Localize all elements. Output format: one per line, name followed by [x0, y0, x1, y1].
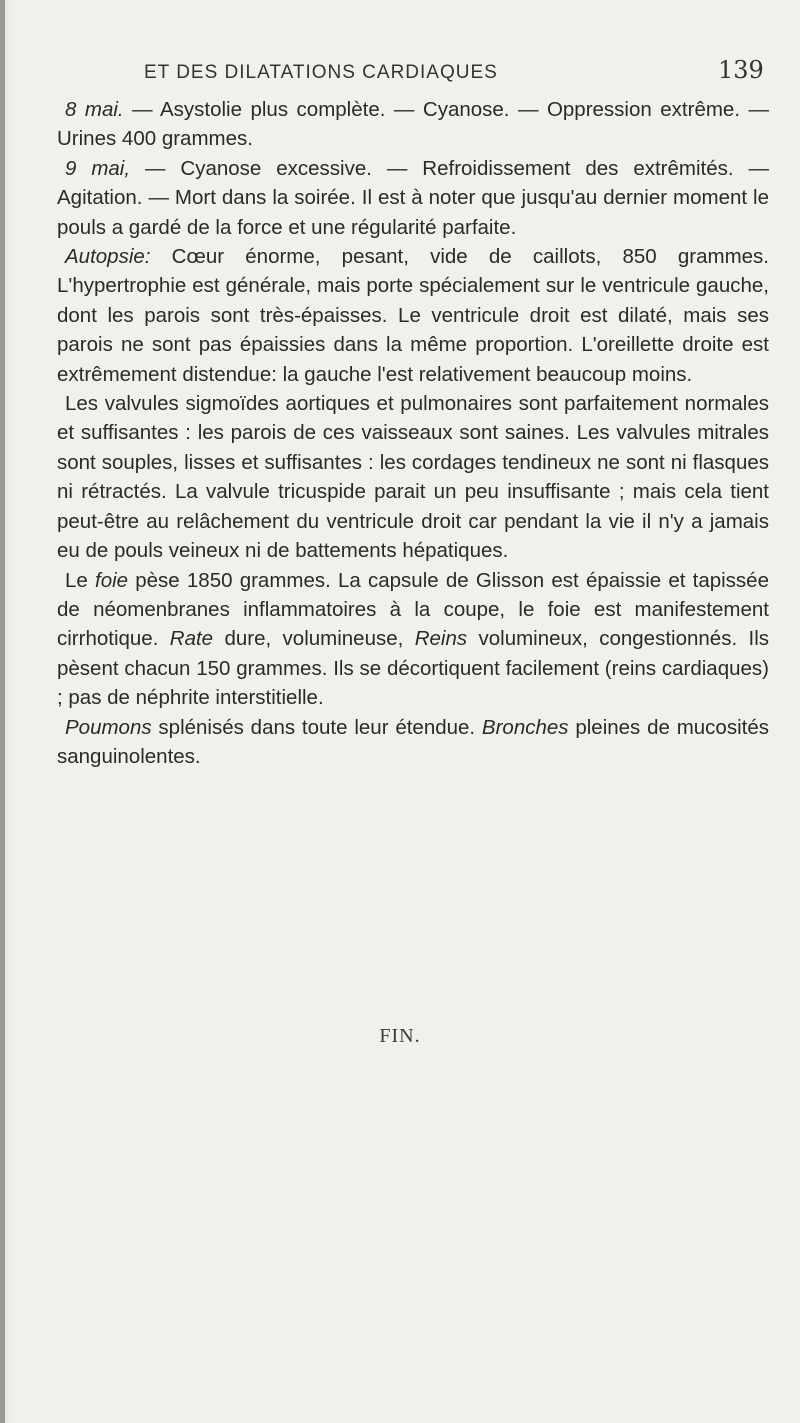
term-reins: Reins	[414, 627, 468, 651]
page-body	[57, 95, 769, 771]
paragraph-date: 8 mai.	[65, 98, 124, 121]
paragraph-text: Cœur énorme, pesant, vide de caillots, 850 grammes. L'hypertrophie est générale, mais porte spécialement sur le ventricule gauche, dont les parois sont très-épaisses. Le ventricule droit est dilaté, mais ses parois ne sont pas épaissies dans la même proportion. L'oreillette droite est extrêmement distendue: la gauche l'est relativement beaucoup moins.	[57, 245, 769, 386]
running-header	[0, 56, 800, 90]
text-run: Le	[65, 568, 95, 592]
paragraph-date: 9 mai,	[65, 156, 131, 180]
running-title: ET DES DILATATIONS CARDIAQUES	[144, 62, 498, 83]
text-run: dure, volumineuse,	[213, 627, 415, 651]
paragraph-8-mai	[57, 95, 769, 154]
paragraph-foie	[57, 566, 769, 713]
text-run: splénisés dans toute leur étendue.	[151, 715, 482, 739]
text-run: volumineux, congestionnés. Ils pèsent chacun 150 grammes. Ils se décortiquent facilement (reins cardiaques) ; pas de néphrite interstitielle.	[57, 627, 769, 710]
term-poumons: Poumons	[65, 715, 152, 739]
colophon-fin: FIN.	[379, 1025, 421, 1047]
paragraph-text: — Asystolie plus complète. — Cyanose. — Oppression extrême. — Urines 400 grammes.	[57, 98, 770, 151]
paragraph-9-mai	[57, 154, 769, 242]
text-run: pèse 1850 grammes. La capsule de Glisson est épaissie et tapissée de néomenbranes inflammatoires à la coupe, le foie est manifestement cirrhotique.	[57, 568, 769, 651]
page-binding-edge	[0, 0, 5, 1423]
term-rate: Rate	[169, 627, 214, 651]
page-number: 139	[718, 56, 764, 84]
paragraph-text: Les valvules sigmoïdes aortiques et pulmonaires sont parfaitement normales et suffisantes : les parois de ces vaisseaux sont saines. Les valvules mitrales sont souples, lisses et suffisantes : les cordages tendineux ne sont ni flasques ni rétractés. La valvule tricuspide parait un peu insuffisante ; mais cela tient peut-être au relâchement du ventricule droit car pendant la vie il n'y a jamais eu de pouls veineux ni de battements hépatiques.	[57, 392, 769, 563]
paragraph-heading: Autopsie:	[65, 245, 151, 269]
text-run: pleines de mucosités sanguinolentes.	[57, 715, 769, 768]
paragraph-text: — Cyanose excessive. — Refroidissement des extrêmités. — Agitation. — Mort dans la soirée. Il est à noter que jusqu'au dernier moment le pouls a gardé de la force et une régularité parfaite.	[57, 156, 770, 239]
paragraph-autopsie	[57, 242, 769, 389]
paragraph-valvules	[57, 389, 769, 565]
term-foie: foie	[95, 568, 129, 592]
term-bronches: Bronches	[481, 715, 569, 739]
paragraph-poumons	[57, 713, 769, 772]
